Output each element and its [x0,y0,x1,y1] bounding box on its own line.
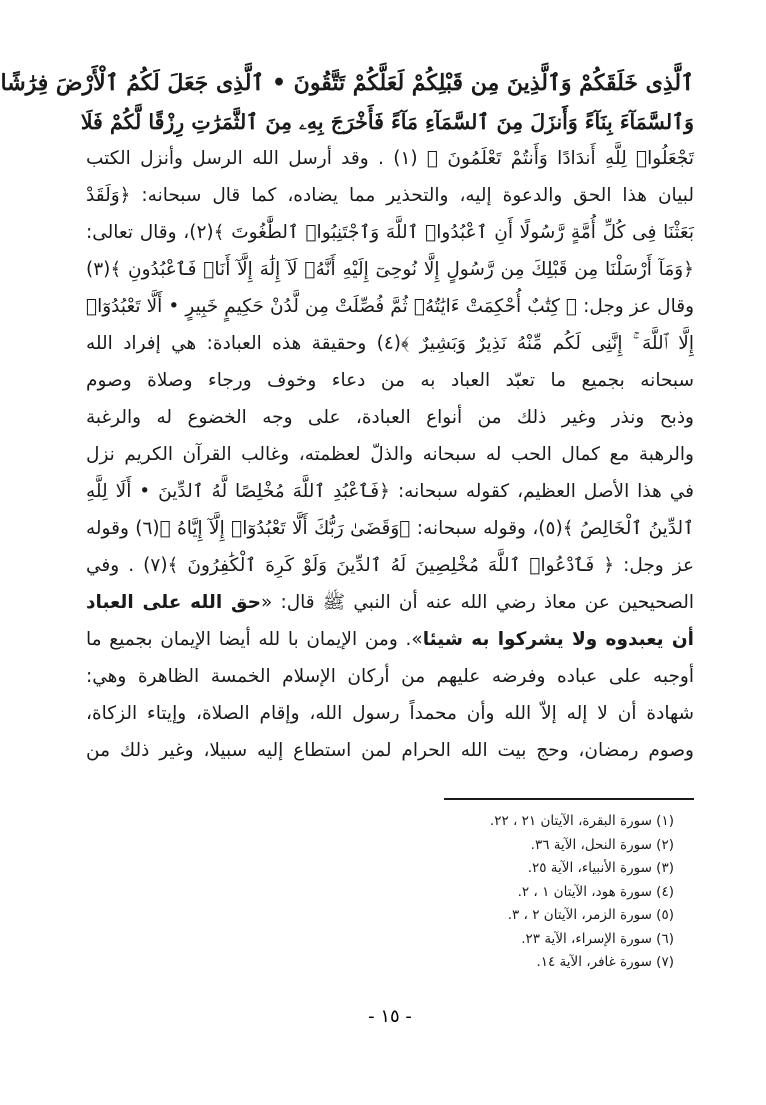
hadith-rest: ». ومن الإيمان با لله أيضا الإيمان بجميع ما [86,629,423,650]
hadith-intro: الصحيحين عن معاذ رضي الله عنه أن النبي ﷺ قال: « [260,592,694,613]
body-line: ٱلَّذِى خَلَقَكُمْ وَٱلَّذِينَ مِن قَبْلِكُمْ لَعَلَّكُمْ تَتَّقُونَ • ٱلَّذِى جَعَلَ لَكُمُ ٱلْأَرْضَ فِرَٰشًا [0,70,694,96]
footnote-separator [444,798,694,800]
body-line: وقال عز وجل: ﴿ كِتَٰبٌ أُحْكِمَتْ ءَايَٰتُهُۥ ثُمَّ فُصِّلَتْ مِن لَّدُنْ حَكِيمٍ خَبِيرٍ • أَلَّا تَعْبُدُوٓا۟ [86,296,694,317]
hadith-bold-text: أن يعبدوه ولا يشركوا به شيئا [422,629,695,650]
body-line: عز وجل: ﴿ فَٱدْعُوا۟ ٱللَّهَ مُخْلِصِينَ لَهُ ٱلدِّينَ وَلَوْ كَرِهَ ٱلْكَٰفِرُونَ ﴾(٧) . وفي [86,555,694,576]
footnote-item: (٧) سورة غافر، الآية ١٤. [536,954,674,970]
body-line: والرهبة مع كمال الحب له سبحانه والذلّ لعظمته، وغالب القرآن الكريم نزل [86,444,694,465]
body-line: لبيان هذا الحق والدعوة إليه، والتحذير مما يضاده، كما قال سبحانه: ﴿وَلَقَدْ [86,185,694,206]
body-line: أوجبه على عباده وفرضه عليهم من أركان الإسلام الخمسة الظاهرة وهي: [86,666,694,687]
hadith-bold-text: حق الله على العباد [86,592,261,613]
footnote-item: (٤) سورة هود، الآيتان ١ ، ٢. [517,883,674,900]
body-line: وَٱلسَّمَآءَ بِنَآءً وَأَنزَلَ مِنَ ٱلسَّمَآءِ مَآءً فَأَخْرَجَ بِهِۦ مِنَ ٱلثَّمَرَٰتِ رِزْقًا لَّكُمْ فَلَا [80,110,694,134]
body-line: تَجْعَلُوا۟ لِلَّهِ أَندَادًا وَأَنتُمْ تَعْلَمُونَ ﴾ (١) . وقد أرسل الله الرسل وأنزل الكتب [86,148,694,169]
footnote-item: (٣) سورة الأنبياء، الآية ٢٥. [527,860,674,876]
page-number: - ١٥ - [368,1006,412,1027]
body-line: بَعَثْنَا فِى كُلِّ أُمَّةٍ رَّسُولًا أَنِ ٱعْبُدُوا۟ ٱللَّهَ وَٱجْتَنِبُوا۟ ٱلطَّٰغُوتَ ﴾(٢)، وقال تعالى: [86,222,694,243]
body-line: وذبح ونذر وغير ذلك من أنواع العبادة، على وجه الخضوع له والرغبة [86,407,694,428]
footnote-item: (٢) سورة النحل، الآية ٣٦. [530,836,674,853]
body-line: شهادة أن لا إله إلاّ الله وأن محمداً رسول الله، وإقام الصلاة، وإيتاء الزكاة، [86,703,694,724]
footnotes [86,798,694,975]
footnote-item: (٥) سورة الزمر، الآيتان ٢ ، ٣. [507,907,674,923]
hadith-line [86,584,694,621]
hadith-line [86,621,694,658]
body-text [0,62,695,769]
body-line: إِلَّا ٱللَّهَ ۚ إِنَّنِى لَكُم مِّنْهُ نَذِيرٌ وَبَشِيرٌ ﴾(٤) وحقيقة هذه العبادة: هي إفراد الله [86,333,694,354]
body-line: ٱلدِّينُ ٱلْخَالِصُ ﴾(٥)، وقوله سبحانه: ﴿وَقَضَىٰ رَبُّكَ أَلَّا تَعْبُدُوٓا۟ إِلَّآ إِيَّاهُ ﴾(٦) وقوله [86,518,694,539]
body-line: ﴿وَمَآ أَرْسَلْنَا مِن قَبْلِكَ مِن رَّسُولٍ إِلَّا نُوحِىٓ إِلَيْهِ أَنَّهُۥ لَآ إِلَٰهَ إِلَّآ أَنَا۠ فَٱعْبُدُونِ ﴾(٣) [86,259,694,280]
body-line: سبحانه بجميع ما تعبّد العباد به من دعاء وخوف ورجاء وصلاة وصوم [86,370,694,391]
body-line: في هذا الأصل العظيم، كقوله سبحانه: ﴿فَٱعْبُدِ ٱللَّهَ مُخْلِصًا لَّهُ ٱلدِّينَ • أَلَا لِلَّهِ [86,481,694,502]
body-line: وصوم رمضان، وحج بيت الله الحرام لمن استطاع إليه سبيلا، وغير ذلك من [86,740,694,761]
footnote-item: (١) سورة البقرة، الآيتان ٢١ ، ٢٢. [489,813,674,829]
footnote-item: (٦) سورة الإسراء، الآية ٢٣. [521,930,674,947]
